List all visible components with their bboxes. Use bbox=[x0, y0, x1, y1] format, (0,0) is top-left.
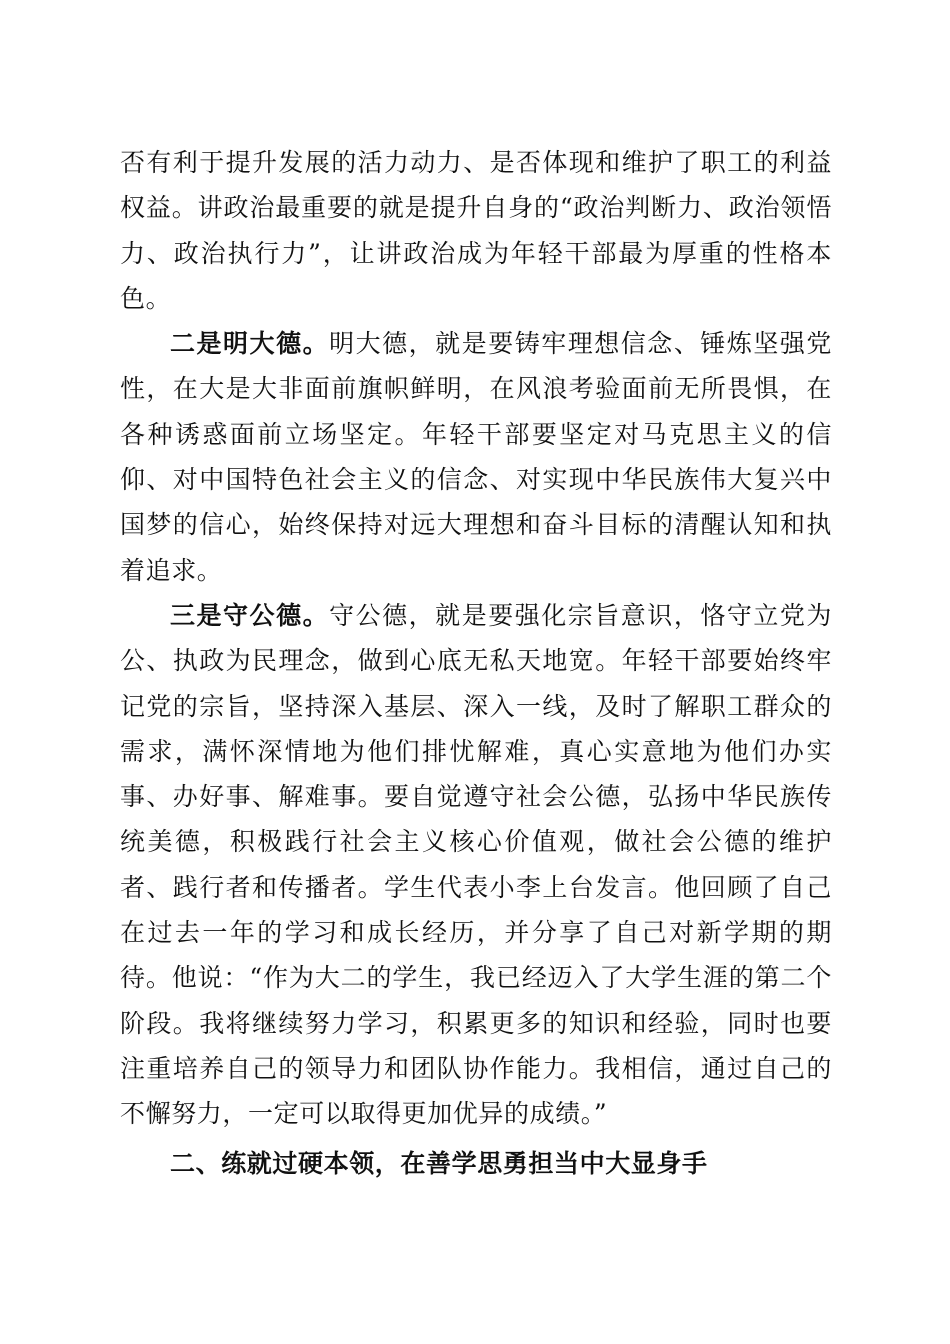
paragraph-public-virtue bbox=[120, 593, 832, 1137]
section-heading: 二、练就过硬本领，在善学思勇担当中大显身手 bbox=[170, 1148, 708, 1178]
document-body bbox=[120, 140, 832, 1186]
paragraph-text: 否有利于提升发展的活力动力、是否体现和维护了职工的利益权益。讲政治最重要的就是提升自身的“政治判断力、政治领悟力、政治执行力”，让讲政治成为年轻干部最为厚重的性格本色。 bbox=[120, 148, 832, 313]
paragraph-great-virtue bbox=[120, 321, 832, 593]
paragraph-political-judgment bbox=[120, 140, 832, 321]
paragraph-lead: 三是守公德。 bbox=[170, 600, 330, 630]
paragraph-text: 守公德，就是要强化宗旨意识，恪守立党为公、执政为民理念，做到心底无私天地宽。年轻干部要始终牢记党的宗旨，坚持深入基层、深入一线，及时了解职工群众的需求，满怀深情地为他们排忧解难，真心实意地为他们办实事、办好事、解难事。要自觉遵守社会公德，弘扬中华民族传统美德，积极践行社会主义核心价值观，做社会公德的维护者、践行者和传播者。学生代表小李上台发言。他回顾了自己在过去一年的学习和成长经历，并分享了自己对新学期的期待。他说：“作为大二的学生，我已经迈入了大学生涯的第二个阶段。我将继续努力学习，积累更多的知识和经验，同时也要注重培养自己的领导力和团队协作能力。我相信，通过自己的不懈努力，一定可以取得更加优异的成绩。” bbox=[120, 600, 832, 1129]
paragraph-text: 明大德，就是要铸牢理想信念、锤炼坚强党性，在大是大非面前旗帜鲜明，在风浪考验面前无所畏惧，在各种诱惑面前立场坚定。年轻干部要坚定对马克思主义的信仰、对中国特色社会主义的信念、对实现中华民族伟大复兴中国梦的信心，始终保持对远大理想和奋斗目标的清醒认知和执着追求。 bbox=[120, 329, 832, 585]
paragraph-lead: 二是明大德。 bbox=[170, 329, 330, 359]
